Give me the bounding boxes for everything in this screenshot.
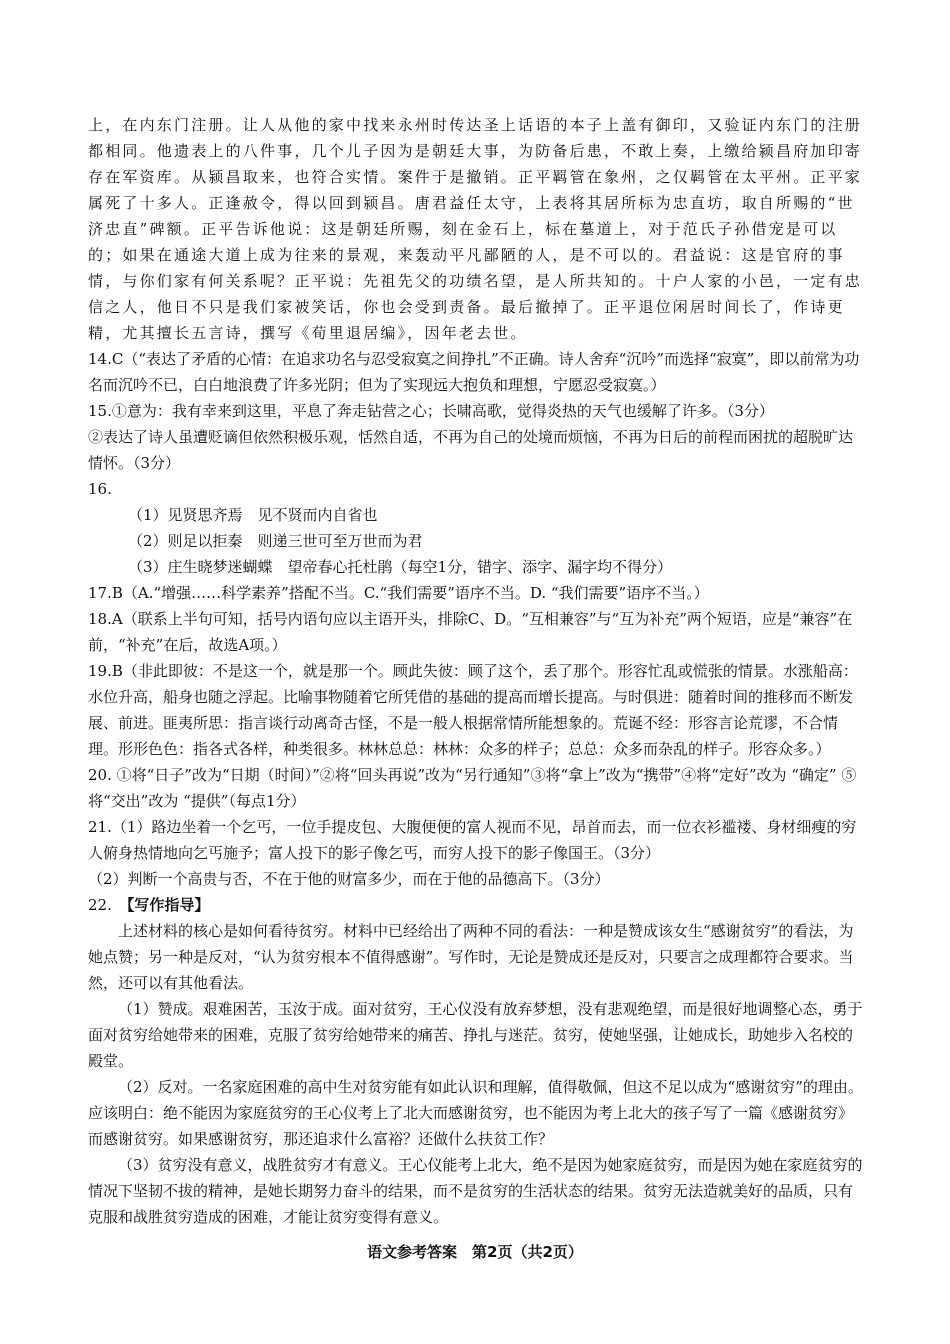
answer-19: 19.B（非此即彼：不是这一个，就是那一个。顾此失彼：顾了这个，丢了那个。形容忙乱或慌张的情景。水涨船高：水位升高，船身也随之浮起。比喻事物随着它所凭借的基础的提高而增长提高。与时俱进：随着时间的推移而不断发展、前进。匪夷所思：指言谈行动离奇古怪，不是一般人根据常情所能想象的。荒诞不经：形容言论荒谬，不合情理。形形色色：指各式各样，种类很多。林林总总：林林：众多的样子；总总：众多而杂乱的样子。形容众多。） (88, 662, 858, 758)
writing-guide-agree: （1）赞成。艰难困苦，玉汝于成。面对贫穷，王心仪没有放弃梦想，没有悲观绝望，而是很好地调整心态，勇于面对贫穷给她带来的困难，克服了贫穷给她带来的痛苦、挣扎与迷茫。贫穷，使她坚强，让她成长，助她步入名校的殿堂。 (88, 1000, 863, 1070)
answer-16-number: 16. (88, 480, 112, 498)
answer-20: 20. ①将“日子”改为“日期（时间）”②将“回头再说”改为“另行通知”③将“拿上”改为“携带”④将“定好”改为 “确定” ⑤将“交出”改为 “提供”（每点1分） (88, 766, 857, 810)
writing-guide-intro: 上述材料的核心是如何看待贫穷。材料中已经给出了两种不同的看法：一种是赞成该女生“感谢贫穷”的看法，为她点赞；另一种是反对，“认为贫穷根本不值得感谢”。写作时，无论是赞成还是反对，只要言之成理都符合要求。当然，还可以有其他看法。 (88, 922, 854, 992)
page-footer: 语文参考答案 第2页（共2页） (367, 1243, 583, 1261)
writing-guide-oppose: （2）反对。一名家庭困难的高中生对贫穷能有如此认识和理解，值得敬佩，但这不足以成为“感谢贫穷”的理由。应该明白：绝不能因为家庭贫穷的王心仪考上了北大而感谢贫穷，也不能因为考上北大的孩子写了一篇《感谢贫穷》而感谢贫穷。如果感谢贫穷，那还追求什么富裕？还做什么扶贫工作？ (88, 1078, 863, 1148)
writing-guide-title: 【写作指导】 (126, 896, 210, 914)
answer-17: 17.B（A.“增强……科学素养”搭配不当。C.“我们需要”语序不当。D. “我们需要”语序不当。） (88, 584, 709, 602)
answer-22-heading (88, 892, 866, 918)
answer-18: 18.A（联系上半句可知，括号内语句应以主语开头，排除C、D。“互相兼容”与“互为补充”两个短语，应是“兼容”在前，“补充”在后，故选A项。） (88, 610, 853, 654)
answer-16-item2: （2）则足以拒秦 则递三世可至万世而为君 (128, 532, 423, 550)
answer-15-part2: ②表达了诗人虽遭贬谪但依然积极乐观，恬然自适，不再为自己的处境而烦恼，不再为日后的前程而困扰的超脱旷达情怀。（3分） (88, 428, 854, 472)
answer-15-part1: 15.①意为：我有幸来到这里，平息了奔走钻营之心；长啸高歌，觉得炎热的天气也缓解了许多。（3分） (88, 402, 774, 420)
answer-21-part2: （2）判断一个高贵与否，不在于他的财富多少，而在于他的品德高下。（3分） (88, 870, 610, 888)
answer-14: 14.C（“表达了矛盾的心情：在追求功名与忍受寂寞之间挣扎”不正确。诗人舍弃“沉吟”而选择“寂寞”，即以前常为功名而沉吟不已，白白地浪费了许多光阴；但为了实现远大抱负和理想，宁愿忍受寂寞。） (88, 350, 860, 394)
answer-16-item3: （3）庄生晓梦迷蝴蝶 望帝春心托杜鹃（每空1分，错字、添字、漏字均不得分） (128, 558, 673, 576)
writing-guide-third-view: （3）贫穷没有意义，战胜贫穷才有意义。王心仪能考上北大，绝不是因为她家庭贫穷，而是因为她在家庭贫穷的情况下坚韧不拔的精神，是她长期努力奋斗的结果，而不是贫穷的生活状态的结果。贫穷无法造就美好的品质，只有克服和战胜贫穷造成的困难，才能让贫穷变得有意义。 (88, 1156, 863, 1226)
answer-22-number: 22. (88, 896, 112, 914)
answer-document (88, 112, 866, 1230)
answer-16-item1: （1）见贤思齐焉 见不贤而内自省也 (128, 506, 378, 524)
answer-21-part1: 21.（1）路边坐着一个乞丐，一位手提皮包、大腹便便的富人视而不见，昂首而去，而一位衣衫褴褛、身材细瘦的穷人俯身热情地向乞丐施予；富人投下的影子像乞丐，而穷人投下的影子像国王。（3分） (88, 818, 857, 862)
passage-translation: 上，在内东门注册。让人从他的家中找来永州时传达圣上话语的本子上盖有御印，又验证内东门的注册都相同。他遗表上的八件事，几个儿子因为是朝廷大事，为防备后患，不敢上奏，上缴给颍昌府加印寄存在军资库。从颍昌取来，也符合实情。案件于是撤销。正平羁管在象州，之仅羁管在太平州。正平家属死了十多人。正逢赦令，得以回到颍昌。唐君益任太守，上表将其居所标为忠直坊，取自所赐的“世济忠直”碑额。正平告诉他说：这是朝廷所赐，刻在金石上，标在墓道上，对于范氏子孙借宠是可以的；如果在通途大道上成为往来的景观，来轰动平凡鄙陋的人，是不可以的。君益说：这是官府的事情，与你们家有何关系呢？正平说：先祖先父的功绩名望，是人所共知的。十户人家的小邑，一定有忠信之人，他日不只是我们家被笑话，你也会受到责备。最后撤掉了。正平退位闲居时间长了，作诗更精，尤其擅长五言诗，撰写《荀里退居编》，因年老去世。 (88, 116, 863, 342)
